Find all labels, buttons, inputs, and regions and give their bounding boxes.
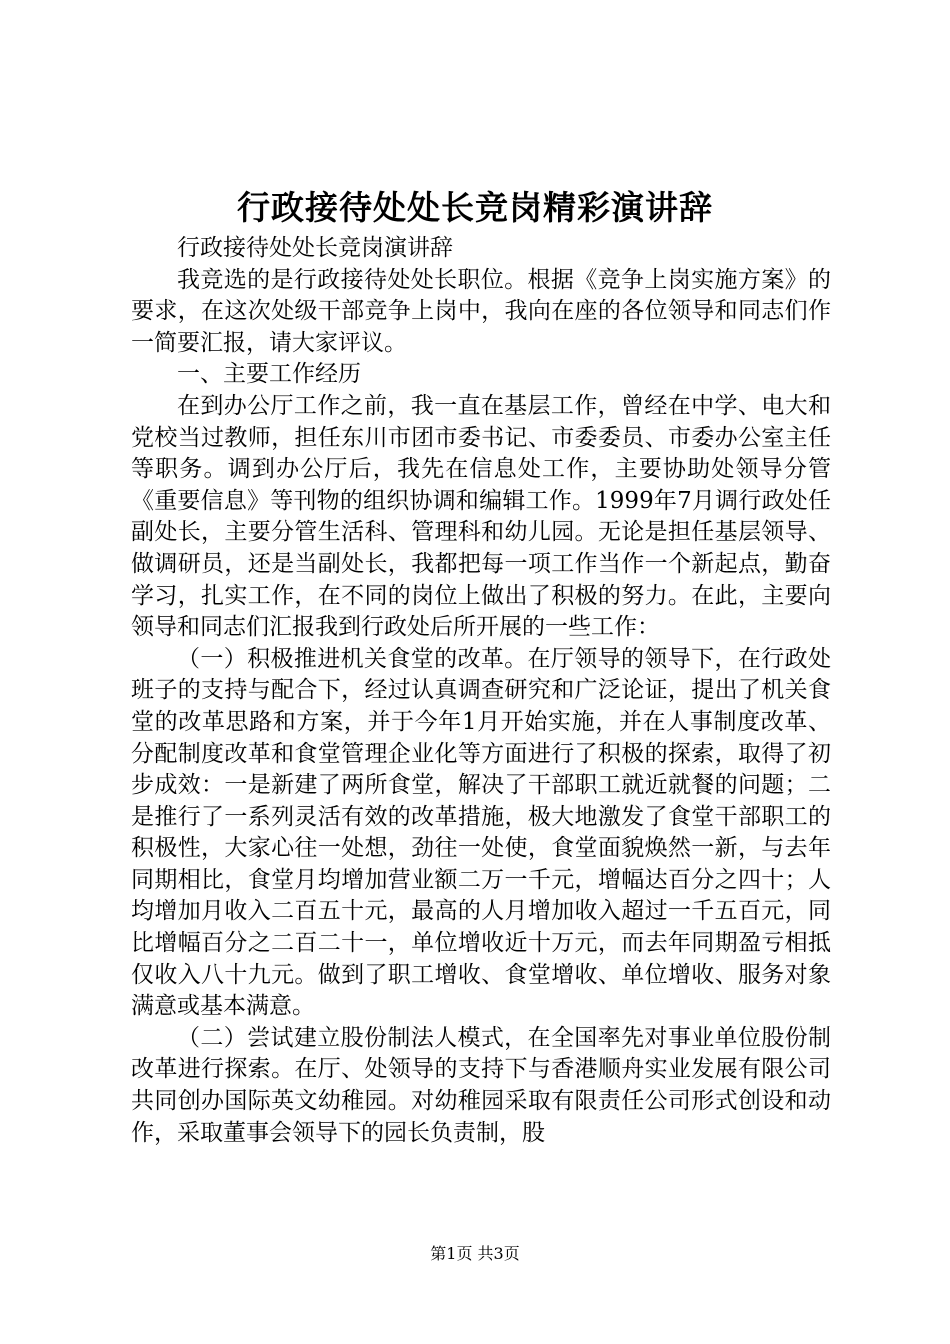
section-heading: 一、主要工作经历 xyxy=(177,361,361,388)
paragraph-experience: 在到办公厅工作之前，我一直在基层工作，曾经在中学、电大和党校当过教师，担任东川市团市委书记、市委委员、市委办公室主任等职务。调到办公厅后，我先在信息处工作，主要协助处领导分管《重要信息》等刊物的组织协调和编辑工作。1999年7月调行政处任副处长，主要分管生活科、管理科和幼儿园。无论是担任基层领导、做调研员，还是当副处长，我都把每一项工作当作一个新起点，勤奋学习，扎实工作，在不同的岗位上做出了积极的努力。在此，主要向领导和同志们汇报我到行政处后所开展的一些工作： xyxy=(131,392,831,641)
document-title: 行政接待处处长竞岗精彩演讲辞 xyxy=(237,188,713,227)
paragraph-item-1: （一）积极推进机关食堂的改革。在厅领导的领导下，在行政处班子的支持与配合下，经过认真调查研究和广泛论证，提出了机关食堂的改革思路和方案，并于今年1月开始实施，并在人事制度改革、分配制度改革和食堂管理企业化等方面进行了积极的探索，取得了初步成效：一是新建了两所食堂，解决了干部职工就近就餐的问题；二是推行了一系列灵活有效的改革措施，极大地激发了食堂干部职工的积极性，大家心往一处想，劲往一处使，食堂面貌焕然一新，与去年同期相比，食堂月均增加营业额二万一千元，增幅达百分之四十；人均增加月收入二百五十元，最高的人月增加收入超过一千五百元，同比增幅百分之二百二十一，单位增收近十万元，而去年同期盈亏相抵仅收入八十九元。做到了职工增收、食堂增收、单位增收、服务对象满意或基本满意。 xyxy=(131,645,831,1020)
paragraph-intro: 我竞选的是行政接待处处长职位。根据《竞争上岗实施方案》的要求，在这次处级干部竞争上岗中，我向在座的各位领导和同志们作一简要汇报，请大家评议。 xyxy=(131,266,831,356)
paragraph-subtitle: 行政接待处处长竞岗演讲辞 xyxy=(177,235,453,261)
page-footer: 第1页 共3页 xyxy=(430,1244,520,1263)
paragraph-item-2: （二）尝试建立股份制法人模式，在全国率先对事业单位股份制改革进行探索。在厅、处领导的支持下与香港顺舟实业发展有限公司共同创办国际英文幼稚园。对幼稚园采取有限责任公司形式创设和动作，采取董事会领导下的园长负责制，股 xyxy=(131,1024,831,1146)
document-body xyxy=(131,233,831,1149)
